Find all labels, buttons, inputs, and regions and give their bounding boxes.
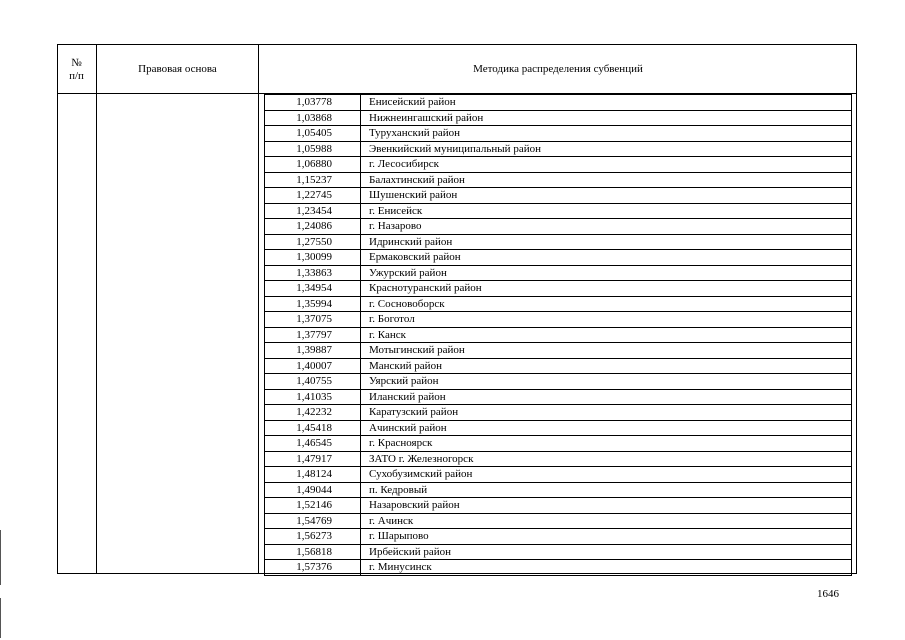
header-methodology: Методика распределения субвенций (473, 63, 643, 75)
table-row (265, 297, 851, 313)
coefficient-rows (265, 95, 851, 576)
coefficient-value: 1,22745 (265, 188, 361, 203)
table-row (265, 142, 851, 158)
table-row (265, 95, 851, 111)
coefficient-value: 1,41035 (265, 390, 361, 405)
municipality-name: г. Сосновоборск (369, 297, 445, 310)
table-row (265, 343, 851, 359)
header-num (57, 57, 96, 83)
coefficient-value: 1,37797 (265, 328, 361, 343)
coefficient-value: 1,06880 (265, 157, 361, 172)
table-row (265, 498, 851, 514)
table-row (265, 514, 851, 530)
table-row (265, 126, 851, 142)
coefficient-value: 1,46545 (265, 436, 361, 451)
page-number: 1646 (817, 588, 839, 600)
coefficient-value: 1,23454 (265, 204, 361, 219)
municipality-name: Каратузский район (369, 406, 459, 418)
table-row (265, 188, 851, 204)
table-row (265, 328, 851, 344)
scan-artifact-line (0, 598, 1, 638)
coefficient-value: 1,15237 (265, 173, 361, 188)
table-row (265, 266, 851, 282)
coefficient-value: 1,56818 (265, 545, 361, 560)
table-row (265, 312, 851, 328)
municipality-name: г. Минусинск (369, 561, 432, 573)
municipality-name: Балахтинский район (369, 173, 465, 186)
municipality-name: п. Кедровый (369, 483, 428, 496)
table-row (265, 359, 851, 375)
table-row (265, 157, 851, 173)
municipality-name: Ермаковский район (369, 251, 461, 263)
municipality-name: Эвенкийский муниципальный район (369, 142, 541, 155)
municipality-name: ЗАТО г. Железногорск (369, 452, 474, 465)
municipality-name: Краснотуранский район (369, 282, 482, 294)
table-row (265, 529, 851, 545)
municipality-name: Ирбейский район (369, 545, 452, 558)
coefficient-value: 1,48124 (265, 467, 361, 482)
municipality-name: г. Боготол (369, 313, 415, 325)
municipality-name: Ужурский район (369, 266, 447, 279)
municipality-name: Енисейский район (369, 96, 456, 108)
municipality-name: г. Назарово (369, 220, 422, 232)
coefficient-value: 1,03868 (265, 111, 361, 126)
table-row (265, 281, 851, 297)
municipality-name: г. Енисейск (369, 204, 423, 217)
municipality-name: Уярский район (369, 375, 439, 387)
municipality-name: г. Лесосибирск (369, 158, 439, 170)
municipality-name: Назаровский район (369, 499, 460, 511)
table-row (265, 173, 851, 189)
coefficient-value: 1,34954 (265, 281, 361, 296)
header-num-label: № п/п (69, 57, 84, 82)
coefficient-value: 1,24086 (265, 219, 361, 234)
table-row (265, 374, 851, 390)
table-row (265, 405, 851, 421)
coefficient-value: 1,40755 (265, 374, 361, 389)
coefficient-value: 1,30099 (265, 250, 361, 265)
coefficient-value: 1,27550 (265, 235, 361, 250)
coefficient-value: 1,33863 (265, 266, 361, 281)
table-row (265, 483, 851, 499)
municipality-name: г. Шарыпово (369, 530, 429, 542)
municipality-name: г. Канск (369, 328, 406, 341)
coefficient-value: 1,39887 (265, 343, 361, 358)
coefficient-value: 1,05405 (265, 126, 361, 141)
table-row (265, 436, 851, 452)
municipality-name: Иланский район (369, 390, 446, 403)
coefficient-value: 1,40007 (265, 359, 361, 374)
table-row (265, 111, 851, 127)
coefficient-value: 1,57376 (265, 560, 361, 575)
table-row (265, 390, 851, 406)
table-row (265, 467, 851, 483)
municipality-name: Туруханский район (369, 127, 461, 139)
coefficient-value: 1,56273 (265, 529, 361, 544)
coefficient-value: 1,54769 (265, 514, 361, 529)
table-row (265, 219, 851, 235)
column-divider-1 (96, 44, 97, 574)
coefficient-value: 1,42232 (265, 405, 361, 420)
coefficient-value: 1,03778 (265, 95, 361, 110)
municipality-name: г. Красноярск (369, 437, 433, 449)
municipality-name: Сухобузимский район (369, 468, 473, 480)
table-row (265, 204, 851, 220)
municipality-name: Шушенский район (369, 189, 458, 201)
coefficient-value: 1,35994 (265, 297, 361, 312)
municipality-name: Идринский район (369, 235, 453, 248)
municipality-name: Нижнеингашский район (369, 111, 484, 124)
coefficient-value: 1,52146 (265, 498, 361, 513)
table-row (265, 250, 851, 266)
coefficient-value: 1,49044 (265, 483, 361, 498)
municipality-name: г. Ачинск (369, 514, 414, 527)
municipality-name: Мотыгинский район (369, 344, 465, 356)
table-row (265, 560, 851, 576)
municipality-name: Ачинский район (369, 421, 447, 434)
table-row (265, 235, 851, 251)
coefficient-value: 1,37075 (265, 312, 361, 327)
table-row (265, 452, 851, 468)
scan-artifact-line (0, 530, 1, 585)
coefficient-table (264, 94, 852, 576)
coefficient-value: 1,47917 (265, 452, 361, 467)
municipality-name: Манский район (369, 359, 442, 372)
coefficient-value: 1,45418 (265, 421, 361, 436)
table-row (265, 421, 851, 437)
header-legal-basis: Правовая основа (138, 63, 217, 75)
column-divider-2 (258, 44, 259, 574)
coefficient-value: 1,05988 (265, 142, 361, 157)
table-row (265, 545, 851, 561)
